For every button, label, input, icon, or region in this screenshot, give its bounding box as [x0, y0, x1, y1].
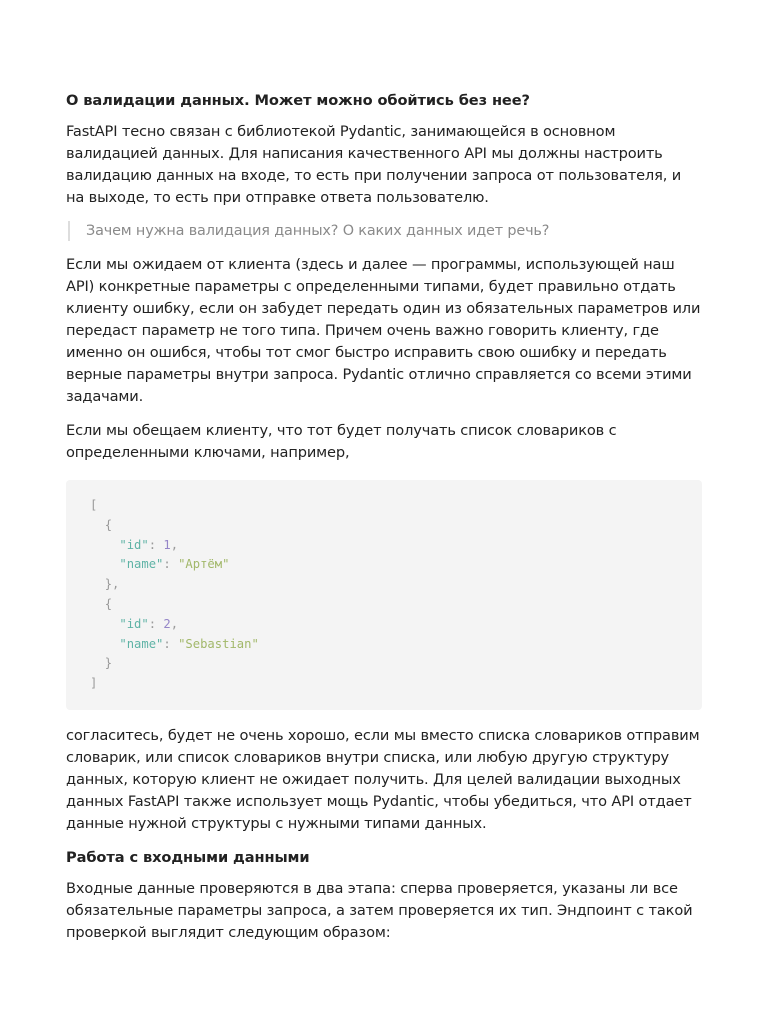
code-close-bracket: ] — [90, 676, 98, 691]
code-string: "Sebastian" — [178, 636, 259, 651]
code-close-brace: } — [104, 656, 113, 671]
blockquote: Зачем нужна валидация данных? О каких данных идет речь? — [68, 221, 702, 241]
code-key: "id" — [119, 616, 149, 631]
code-key: "name" — [119, 557, 164, 572]
paragraph-agree: согласитесь, будет не очень хорошо, если мы вместо списка словариков отправим словарик, или список словариков внутри списка, или любую другую структуру данных, которую клиент не ожидает получить. Для целей валидации выходных данных FastAPI также использует мощь Pydantic, чтобы убедиться, что API отдает данные нужной структуры с нужными типами данных. — [66, 726, 700, 832]
code-string: "Артём" — [178, 557, 230, 572]
code-number: 1 — [163, 537, 171, 552]
paragraph-client-params: Если мы ожидаем от клиента (здесь и далее — программы, использующей наш API) конкретные параметры с определенными типами, будет правильно отдать клиенту ошибку, если он забудет передать один из обязательных параметров или передаст параметр не того типа. Причем очень важно говорить клиенту, где именно он ошибся, чтобы тот смог быстро исправить свою ошибку и передать верные параметры внутри запроса. Pydantic отлично справляется со всеми этими задачами. — [66, 256, 701, 405]
paragraph-input-check: Входные данные проверяются в два этапа: сперва проверяется, указаны ли все обязательные параметры запроса, а затем проверяется их тип. Эндпоинт с такой проверкой выглядит следующим образом: — [66, 879, 693, 941]
code-key: "name" — [119, 636, 164, 651]
code-number: 2 — [163, 616, 171, 631]
paragraph-intro: FastAPI тесно связан с библиотекой Pydantic, занимающейся в основном валидацией данных. Для написания качественного API мы должны настроить валидацию данных на входе, то есть при получении запроса от пользователя, и на выходе, то есть при отправке ответа пользователю. — [66, 123, 682, 206]
code-open-bracket: [ — [90, 498, 98, 512]
section-heading-input-data: Работа с входными данными — [66, 848, 310, 866]
code-block: [ { "id": 1, "name": "Артём" }, { "id": 2, "name": "Sebastian" } ] — [66, 480, 702, 710]
paragraph-promise: Если мы обещаем клиенту, что тот будет получать список словариков с определенными ключами, например, — [66, 422, 617, 461]
code-close-brace: }, — [104, 577, 120, 592]
code-open-brace: { — [104, 596, 113, 611]
code-key: "id" — [119, 537, 149, 552]
section-heading-validation: О валидации данных. Может можно обойтись без нее? — [66, 92, 530, 109]
code-open-brace: { — [104, 517, 113, 532]
